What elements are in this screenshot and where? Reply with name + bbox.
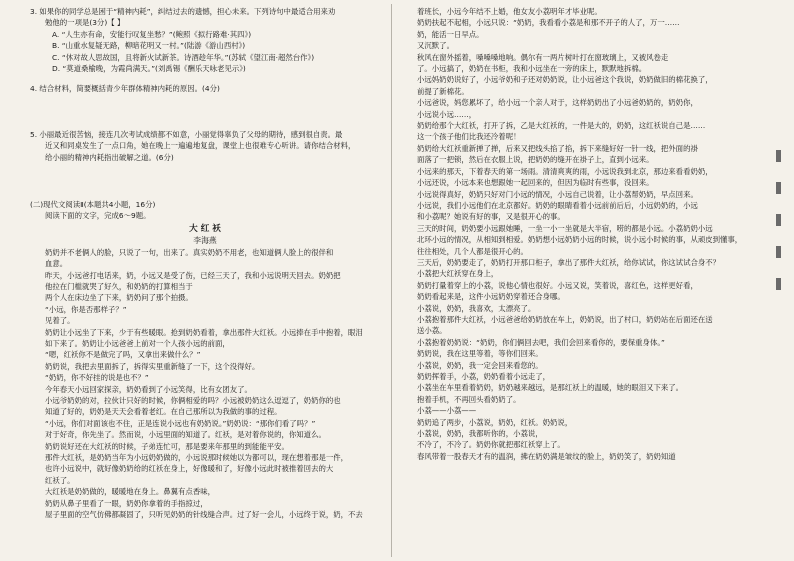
story-line: 小远爷奶奶的对，拉伙计只好的时候，你俩相爱的吗？小远被奶奶这么逗逗了，奶奶你的也 xyxy=(45,395,341,405)
story-line: 小荔——小荔—— xyxy=(417,406,477,416)
story-line: 那件大红袄，是奶奶当年为小远奶奶做的，小远说那时候她以为都可以，现在想着那是一件， xyxy=(45,453,349,462)
story-line: 奶奶追了两步，小荔说，奶奶，红袄。奶奶说， xyxy=(417,417,573,427)
question-line: 勉他的一项是(3分)【 】 xyxy=(45,18,125,28)
story-line: “奶奶，你不好挂的说是也不？” xyxy=(45,373,149,383)
story-line: 小远妈奶奶说好了，小远爷奶和子还对奶奶说，让小远爸这个我说，奶奶做旧的棉花换了， xyxy=(417,75,713,85)
question-line: B. “山重水复疑无路，柳暗花明又一村。”(陆游《游山西村》) xyxy=(52,41,246,51)
story-line: 小远说小远……， xyxy=(417,109,477,119)
story-line: 不冷了，不冷了。奶奶你就把那红袄穿上了。 xyxy=(417,440,565,450)
story-line: 也许小远说中，就好像奶奶给的红袄在身上，好像暖和了，好像小远此时被推着回去的大 xyxy=(45,464,334,474)
story-line: 小远说得真好，奶奶只好对门小远的情况，小远自己说着，让小荔帮奶奶，早点回来。 xyxy=(417,189,698,199)
story-line: 奶奶挥着手，小荔，奶奶看着小远走了， xyxy=(417,372,551,381)
question-line: C. “休对故人思故国，且将新火试新茶。诗酒趁年华。”(苏轼《望江南·超然台作》) xyxy=(52,52,315,62)
story-line: 北环小远的情况，从相知到相爱。奶奶想小远奶奶小远的时候，说小远小时候的事，从顽皮到懂事， xyxy=(417,235,743,245)
story-line: 面落了一把锁，然后在衣服上说，把奶奶的缝开在褂子上，直到小远来。 xyxy=(417,155,654,165)
story-text-left xyxy=(30,247,380,521)
story-line: 见着了。 xyxy=(45,316,75,326)
reading-instruction: 阅读下面的文字，完成6～9题。 xyxy=(45,211,151,221)
story-line: 小荔说，奶奶，我一定会回来看您的。 xyxy=(417,360,543,370)
story-line: 了。小远搞了，奶奶在书柜，我和小远坐在一旁的床上，默默地拆棉。 xyxy=(417,64,647,74)
story-line: 两个人在床边坐了下来，奶奶问了那个拍摄。 xyxy=(45,293,193,303)
story-line: 和小荔呢？她说有好的事，又是很开心的事。 xyxy=(417,212,565,222)
story-line: 奶奶扶起不起相，小远只说：“奶奶，我看看小荔是和那不开子的人了，万一…… xyxy=(417,18,680,28)
story-line: 红袄了。 xyxy=(45,475,75,485)
right-column xyxy=(402,6,758,462)
question-line: 3. 如果你的同学总是困于“精神内耗”，纠结过去的遗憾，担心未来。下列诗句中最适合用来劝 xyxy=(30,7,336,16)
story-line: 小远还说，小远本来也想跟她一起回来的，但因为临时有些事，没回来。 xyxy=(417,178,654,188)
story-line: 三天的时间，奶奶要小远跟她睡，一坐一小一坐就是大半宿，唠的都是小远。小荔奶奶小远 xyxy=(417,223,713,233)
story-line: 奶奶给那个大红袄，打开了拆，乙是大红袄的，一件是大的，奶奶，这红袄说自己是…… xyxy=(417,121,706,131)
story-line: 屋子里面的空气仿佛都凝固了，只听见奶奶的针线缝合声。过了好一会儿，小远终于说，奶，不去 xyxy=(45,510,363,520)
story-line: 大红袄是奶奶做的，暖暖地在身上。鼻翼有点香味， xyxy=(45,487,215,497)
story-title: 大 红 袄 xyxy=(189,223,221,234)
story-line: 三天后，奶奶要走了，奶奶打开那口柜子，拿出了那件大红袄，给你试试，你这试试合身不？ xyxy=(417,257,721,267)
story-line: 小荔说，奶奶，我喜欢，太漂亮了。 xyxy=(417,303,536,313)
story-line: 抱着手机，不再回头看奶奶了。 xyxy=(417,394,521,404)
story-line: 小荔把大红袄穿在身上， xyxy=(417,269,499,279)
story-line: 这一个孩子他们比我还冷着呢！ xyxy=(417,132,521,142)
story-line: 知道了好的，奶奶是天天会看着老红。在自己那所以为我做的事的过程。 xyxy=(45,407,282,417)
story-line: 奶奶并不老俩人的脸，只说了一句，出来了。真实奶奶不用老，也知道俩人脸上的很伴和 xyxy=(45,247,334,257)
question-4: 4. 结合材料，简要概括青少年群体精神内耗的原因。(4分) xyxy=(30,84,220,94)
section-heading: (二)现代文阅读Ⅱ(本题共4小题，16分) xyxy=(30,200,156,210)
column-divider xyxy=(391,4,392,557)
story-line: 小荔抱着那件大红袄，小远爸爸给奶奶放在车上，奶奶说，出了村口，奶奶站在后面还在送 xyxy=(417,314,713,324)
story-line: 昨天，小远爸打电话来，奶，小远又是受了伤，已经三天了，我和小远说明天回去。奶奶把 xyxy=(45,270,341,280)
left-column xyxy=(30,6,380,520)
binding-margin-marks xyxy=(776,150,784,450)
story-line: 前提了新棉花。 xyxy=(417,86,469,96)
question-line: 近又和同桌发生了一点口角，她在晚上一遍遍地复盘，课堂上也很难专心听讲。请你结合材料， xyxy=(45,141,356,151)
question-line: D. “莫道桑榆晚，为霞尚满天。”(刘禹锡《酬乐天咏老见示》) xyxy=(52,64,246,74)
story-line: 秋风在窗外摇着，嗓嗓嗓地响。偶尔有一两片树叶打在窗玻璃上，又被风卷走 xyxy=(417,52,669,62)
question-3 xyxy=(30,6,380,74)
story-author: 李海燕 xyxy=(193,236,217,246)
story-line: 奶奶说，我在这里等着，等你们回来。 xyxy=(417,349,543,359)
story-line: 小远说，我们小远他们在北京都好。奶奶的眼睛看着小远前前后后，小远奶奶的，小远 xyxy=(417,200,698,210)
story-line: 奶奶给大红袄重新掸了掸，后来又把线头掐了掐，拆下来缝好好一针一线，把外面的褂 xyxy=(417,143,698,153)
answer-space-4 xyxy=(30,95,380,129)
story-line: “小远，你们对面该也不住，正是连说小远也有奶奶说。”奶奶说：“那你们看了吗？” xyxy=(45,418,316,428)
story-line: 送小荔。 xyxy=(417,326,447,336)
question-line: 5. 小丽最近很苦恼，接连几次考试成绩都不如意，小丽觉得辜负了父母的期待，感到很自责。最 xyxy=(30,129,343,139)
story-line: 他拉在门槛就哭了好久，和奶奶的打算相当于 xyxy=(45,281,193,291)
story-line: 奶奶说，我把去里面拆了，拆得实里重新缝了一下，这个没得好。 xyxy=(45,361,260,371)
story-line: 奶奶看起来是，这件小远奶奶穿着还合身哪。 xyxy=(417,292,565,302)
story-line: 奶奶说好还在大红袄的时候，子弟连忙可，那是要来年那里的到能能平安。 xyxy=(45,441,289,451)
story-line: 小荔坐在车里看着奶奶，奶奶越来越远，是那红袄上的温暖，她的眼泪又下来了。 xyxy=(417,383,684,393)
question-5 xyxy=(30,129,380,163)
story-line: “嗯，红袄你不是做完了吗，又拿出来做什么？” xyxy=(45,350,201,360)
story-line: 春风带着一股春天才有的温润，拂在奶奶满是皱纹的脸上，奶奶笑了，奶奶知道 xyxy=(417,451,676,461)
story-line: 奶奶从鼻子里看了一眼，奶奶你拿着的手指掠过， xyxy=(45,498,208,508)
story-line: 奶奶打量着穿上的小荔，说他心情也很好。小远又说，笑着说，喜红色，这样更好看， xyxy=(417,280,698,290)
story-line: 血意。 xyxy=(45,259,68,269)
story-line: 往往相处，几个人都是很开心的。 xyxy=(417,246,528,256)
story-line: 奶奶让小远坐了下来，少于有些暖眼。抢到奶奶看着，拿出那件大红袄。小远捧在手中抱着，眼泪 xyxy=(45,327,363,337)
story-line: 小荔说，奶奶，我都听你的，小荔说， xyxy=(417,429,543,439)
answer-space-5 xyxy=(30,163,380,199)
story-line: 今年春天小远回家探亲，奶奶看到了小远笑得，比有女团友了。 xyxy=(45,384,252,394)
story-line: 又沉默了。 xyxy=(417,41,454,51)
story-line: 对于好奇，你先坐了。然而说，小远里面的知道了。红袄，是对着你说的，你知道么。 xyxy=(45,430,326,440)
question-line: A. “人生亦有命，安能行叹复坐愁？”(鲍照《拟行路难·其四》) xyxy=(52,29,252,39)
story-line: 着班长，小远今年结不上婚，他女友小荔明年才毕业呢。 xyxy=(417,7,602,16)
story-line: 奶，能活一日早点。 xyxy=(417,29,484,39)
question-line: 给小丽的精神内耗指出破解之道。(6分) xyxy=(45,152,174,162)
story-line: 如下来了。奶奶让小远爸爸上前对一个人孩小远的前面， xyxy=(45,338,230,348)
story-line: 小荔抱着奶奶说：“奶奶，你们俩回去吧，我们会回来看你的，要保重身体。” xyxy=(417,337,665,347)
story-line: 小远来的那天，下着春天的第一场雨。清清爽爽的雨，小远说我到北京，那边来看看奶奶， xyxy=(417,166,713,176)
story-line: 小远爸说，妈您累坏了，给小远一个亲人对于，这样奶奶出了小远爸奶奶的，奶奶你， xyxy=(417,98,698,108)
story-line: “小远，你是否那样子？” xyxy=(45,304,127,314)
story-text-right xyxy=(402,6,758,462)
